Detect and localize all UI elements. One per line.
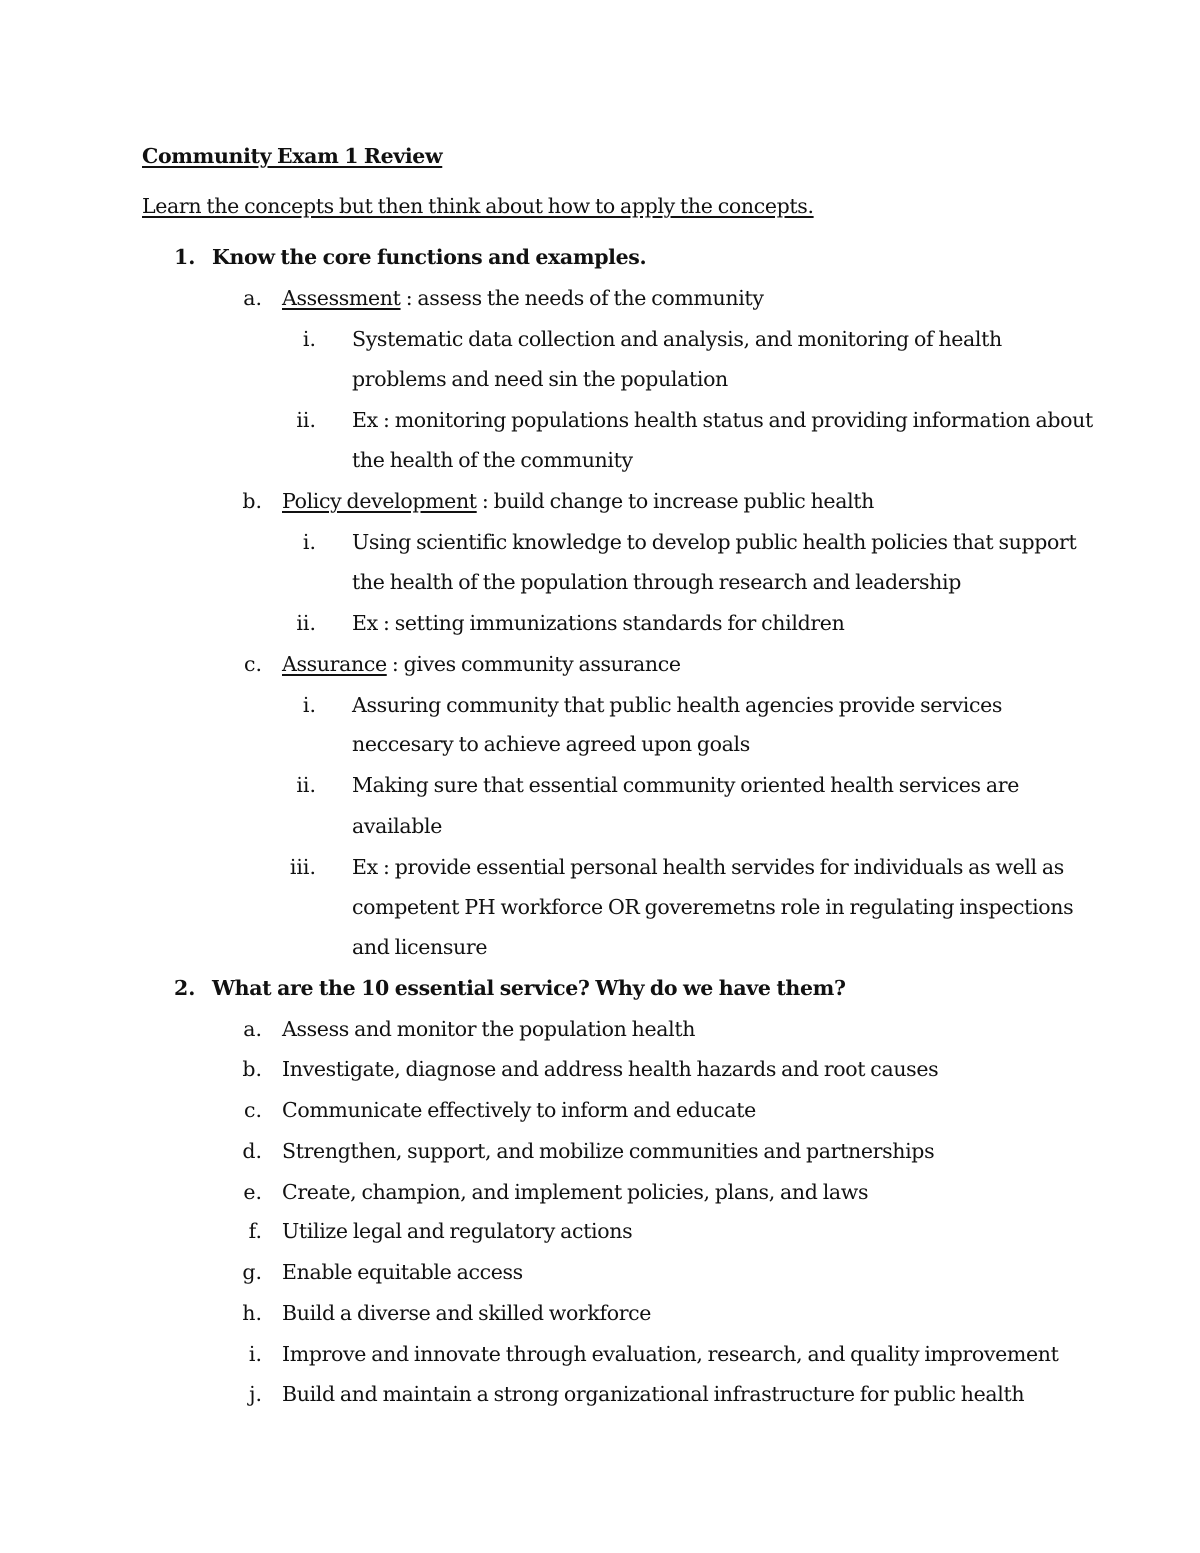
q2-item-marker: g.	[242, 1260, 262, 1284]
q1-c-ii-marker: ii.	[296, 773, 316, 797]
q1-b-ii-line1: Ex : setting immunizations standards for children	[352, 611, 845, 635]
q1-c-iii-marker: iii.	[289, 855, 316, 879]
q2-item: Enable equitable access	[282, 1260, 523, 1284]
q2-item-marker: j.	[249, 1382, 262, 1406]
q1-b-i-marker: i.	[302, 530, 316, 554]
q1-a-ii-marker: ii.	[296, 408, 316, 432]
q1-c-iii-line1: Ex : provide essential personal health servides for individuals as well as	[352, 855, 1064, 879]
q1-item-b-term: Policy development	[282, 489, 477, 513]
q1-a-ii-line2: the health of the community	[352, 448, 633, 472]
q2-item: Investigate, diagnose and address health hazards and root causes	[282, 1057, 939, 1081]
q2-item: Strengthen, support, and mobilize communities and partnerships	[282, 1139, 935, 1163]
q1-a-i-marker: i.	[302, 327, 316, 351]
document-subtitle: Learn the concepts but then think about how to apply the concepts.	[142, 194, 814, 218]
q1-c-ii-line2: available	[352, 814, 443, 838]
q2-item-marker: i.	[248, 1342, 262, 1366]
q1-c-ii-line1: Making sure that essential community oriented health services are	[352, 773, 1019, 797]
q2-item: Communicate effectively to inform and educate	[282, 1098, 756, 1122]
q2-item-marker: d.	[242, 1139, 262, 1163]
q2-item: Improve and innovate through evaluation, research, and quality improvement	[282, 1342, 1059, 1366]
q2-item-marker: b.	[242, 1057, 262, 1081]
q2-item: Assess and monitor the population health	[282, 1017, 696, 1041]
q1-item-b	[282, 488, 874, 514]
q2-item: Build and maintain a strong organizational infrastructure for public health	[282, 1382, 1025, 1406]
document-title: Community Exam 1 Review	[142, 144, 443, 168]
q1-c-iii-line2: competent PH workforce OR goveremetns role in regulating inspections	[352, 895, 1074, 919]
q1-item-a-rest: : assess the needs of the community	[400, 286, 764, 310]
q1-a-i-line2: problems and need sin the population	[352, 367, 728, 391]
question-2-text: What are the 10 essential service? Why do we have them?	[212, 976, 846, 1000]
q2-item-marker: f.	[248, 1219, 262, 1243]
q1-item-b-marker: b.	[242, 489, 262, 513]
q1-item-b-rest: : build change to increase public health	[476, 489, 875, 513]
q2-item-marker: c.	[244, 1098, 262, 1122]
q2-item-marker: a.	[243, 1017, 262, 1041]
q1-item-c	[282, 651, 681, 677]
q1-a-ii-line1: Ex : monitoring populations health status and providing information about	[352, 408, 1093, 432]
q1-item-a-term: Assessment	[282, 286, 401, 310]
q1-b-i-line1: Using scientific knowledge to develop public health policies that support	[352, 530, 1077, 554]
q2-item-marker: h.	[242, 1301, 262, 1325]
q2-item: Create, champion, and implement policies, plans, and laws	[282, 1180, 869, 1204]
q1-item-a-marker: a.	[243, 286, 262, 310]
q1-item-c-rest: : gives community assurance	[386, 652, 681, 676]
q2-item: Build a diverse and skilled workforce	[282, 1301, 652, 1325]
q1-c-i-line1: Assuring community that public health agencies provide services	[352, 693, 1003, 717]
q1-item-a	[282, 285, 764, 311]
question-1-number: 1.	[174, 245, 196, 269]
question-1-text: Know the core functions and examples.	[212, 245, 647, 269]
q1-c-i-line2: neccesary to achieve agreed upon goals	[352, 732, 750, 756]
q1-c-i-marker: i.	[302, 693, 316, 717]
q1-a-i-line1: Systematic data collection and analysis, and monitoring of health	[352, 327, 1002, 351]
q1-item-c-marker: c.	[244, 652, 262, 676]
q1-b-i-line2: the health of the population through research and leadership	[352, 570, 961, 594]
q1-b-ii-marker: ii.	[296, 611, 316, 635]
q2-item: Utilize legal and regulatory actions	[282, 1219, 633, 1243]
q2-item-marker: e.	[243, 1180, 262, 1204]
q1-item-c-term: Assurance	[282, 652, 387, 676]
q1-c-iii-line3: and licensure	[352, 935, 488, 959]
question-2-number: 2.	[174, 976, 196, 1000]
